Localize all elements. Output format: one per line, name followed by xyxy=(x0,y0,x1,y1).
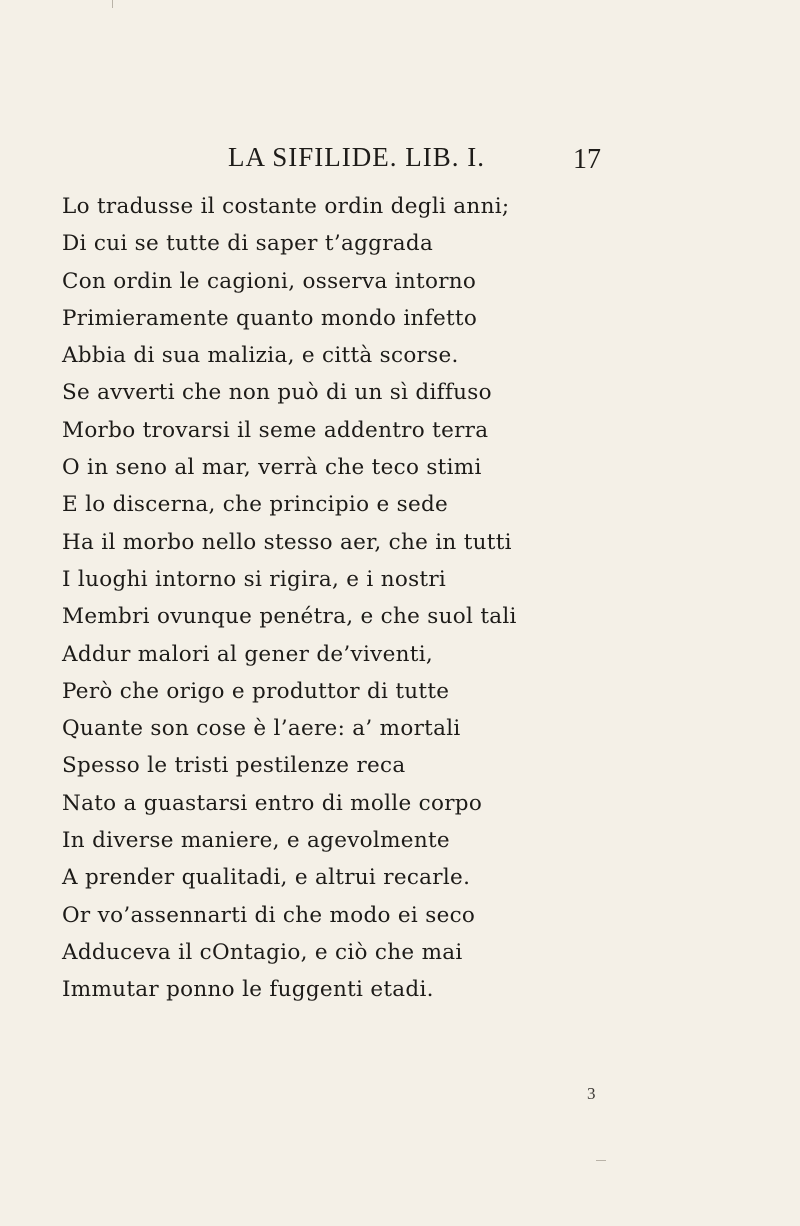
verse-line: Morbo trovarsi il seme addentro terra xyxy=(62,417,489,443)
verse-line: Membri ovunque penétra, e che suol tali xyxy=(62,604,517,630)
verse-line: O in seno al mar, verrà che teco stimi xyxy=(62,455,482,481)
page-number: 17 xyxy=(573,144,601,175)
verse-line: Se avverti che non può di un sì diffuso xyxy=(62,380,492,406)
verse-line: Di cui se tutte di saper t’aggrada xyxy=(62,231,434,257)
verse-line: Or vo’assennarti di che modo ei seco xyxy=(62,902,476,928)
verse-line: Spesso le tristi pestilenze reca xyxy=(62,753,406,779)
page-edge-mark xyxy=(112,0,113,8)
verse-line: Lo tradusse il costante ordin degli anni; xyxy=(62,194,510,219)
verse-line: E lo discerna, che principio e sede xyxy=(62,492,449,518)
running-title: LA SIFILIDE. LIB. I. xyxy=(228,142,485,172)
verse-line: Addur malori al gener de’viventi, xyxy=(62,641,434,667)
verse-line: Però che origo e produttor di tutte xyxy=(62,678,450,704)
verse-line: In diverse maniere, e agevolmente xyxy=(62,828,450,854)
verse-line: Adduceva il cOntagio, e ciò che mai xyxy=(62,939,463,965)
page-edge-mark xyxy=(596,1160,606,1161)
signature-mark: 3 xyxy=(587,1084,596,1103)
verse-line: Nato a guastarsi entro di molle corpo xyxy=(62,790,483,816)
verse-line: Con ordin le cagioni, osserva intorno xyxy=(62,268,477,294)
verse-line: Ha il morbo nello stesso aer, che in tutti xyxy=(62,529,512,555)
verse-line: Primieramente quanto mondo infetto xyxy=(62,305,478,331)
running-head xyxy=(0,142,800,176)
verse-line: I luoghi intorno si rigira, e i nostri xyxy=(62,566,447,592)
verse-line: A prender qualitadi, e altrui recarle. xyxy=(62,865,471,891)
verse-line: Abbia di sua malizia, e città scorse. xyxy=(62,343,459,369)
poem-text xyxy=(62,188,702,1009)
verse-line: Quante son cose è l’aere: a’ mortali xyxy=(62,716,461,742)
verse-line: Immutar ponno le fuggenti etadi. xyxy=(62,977,434,1003)
